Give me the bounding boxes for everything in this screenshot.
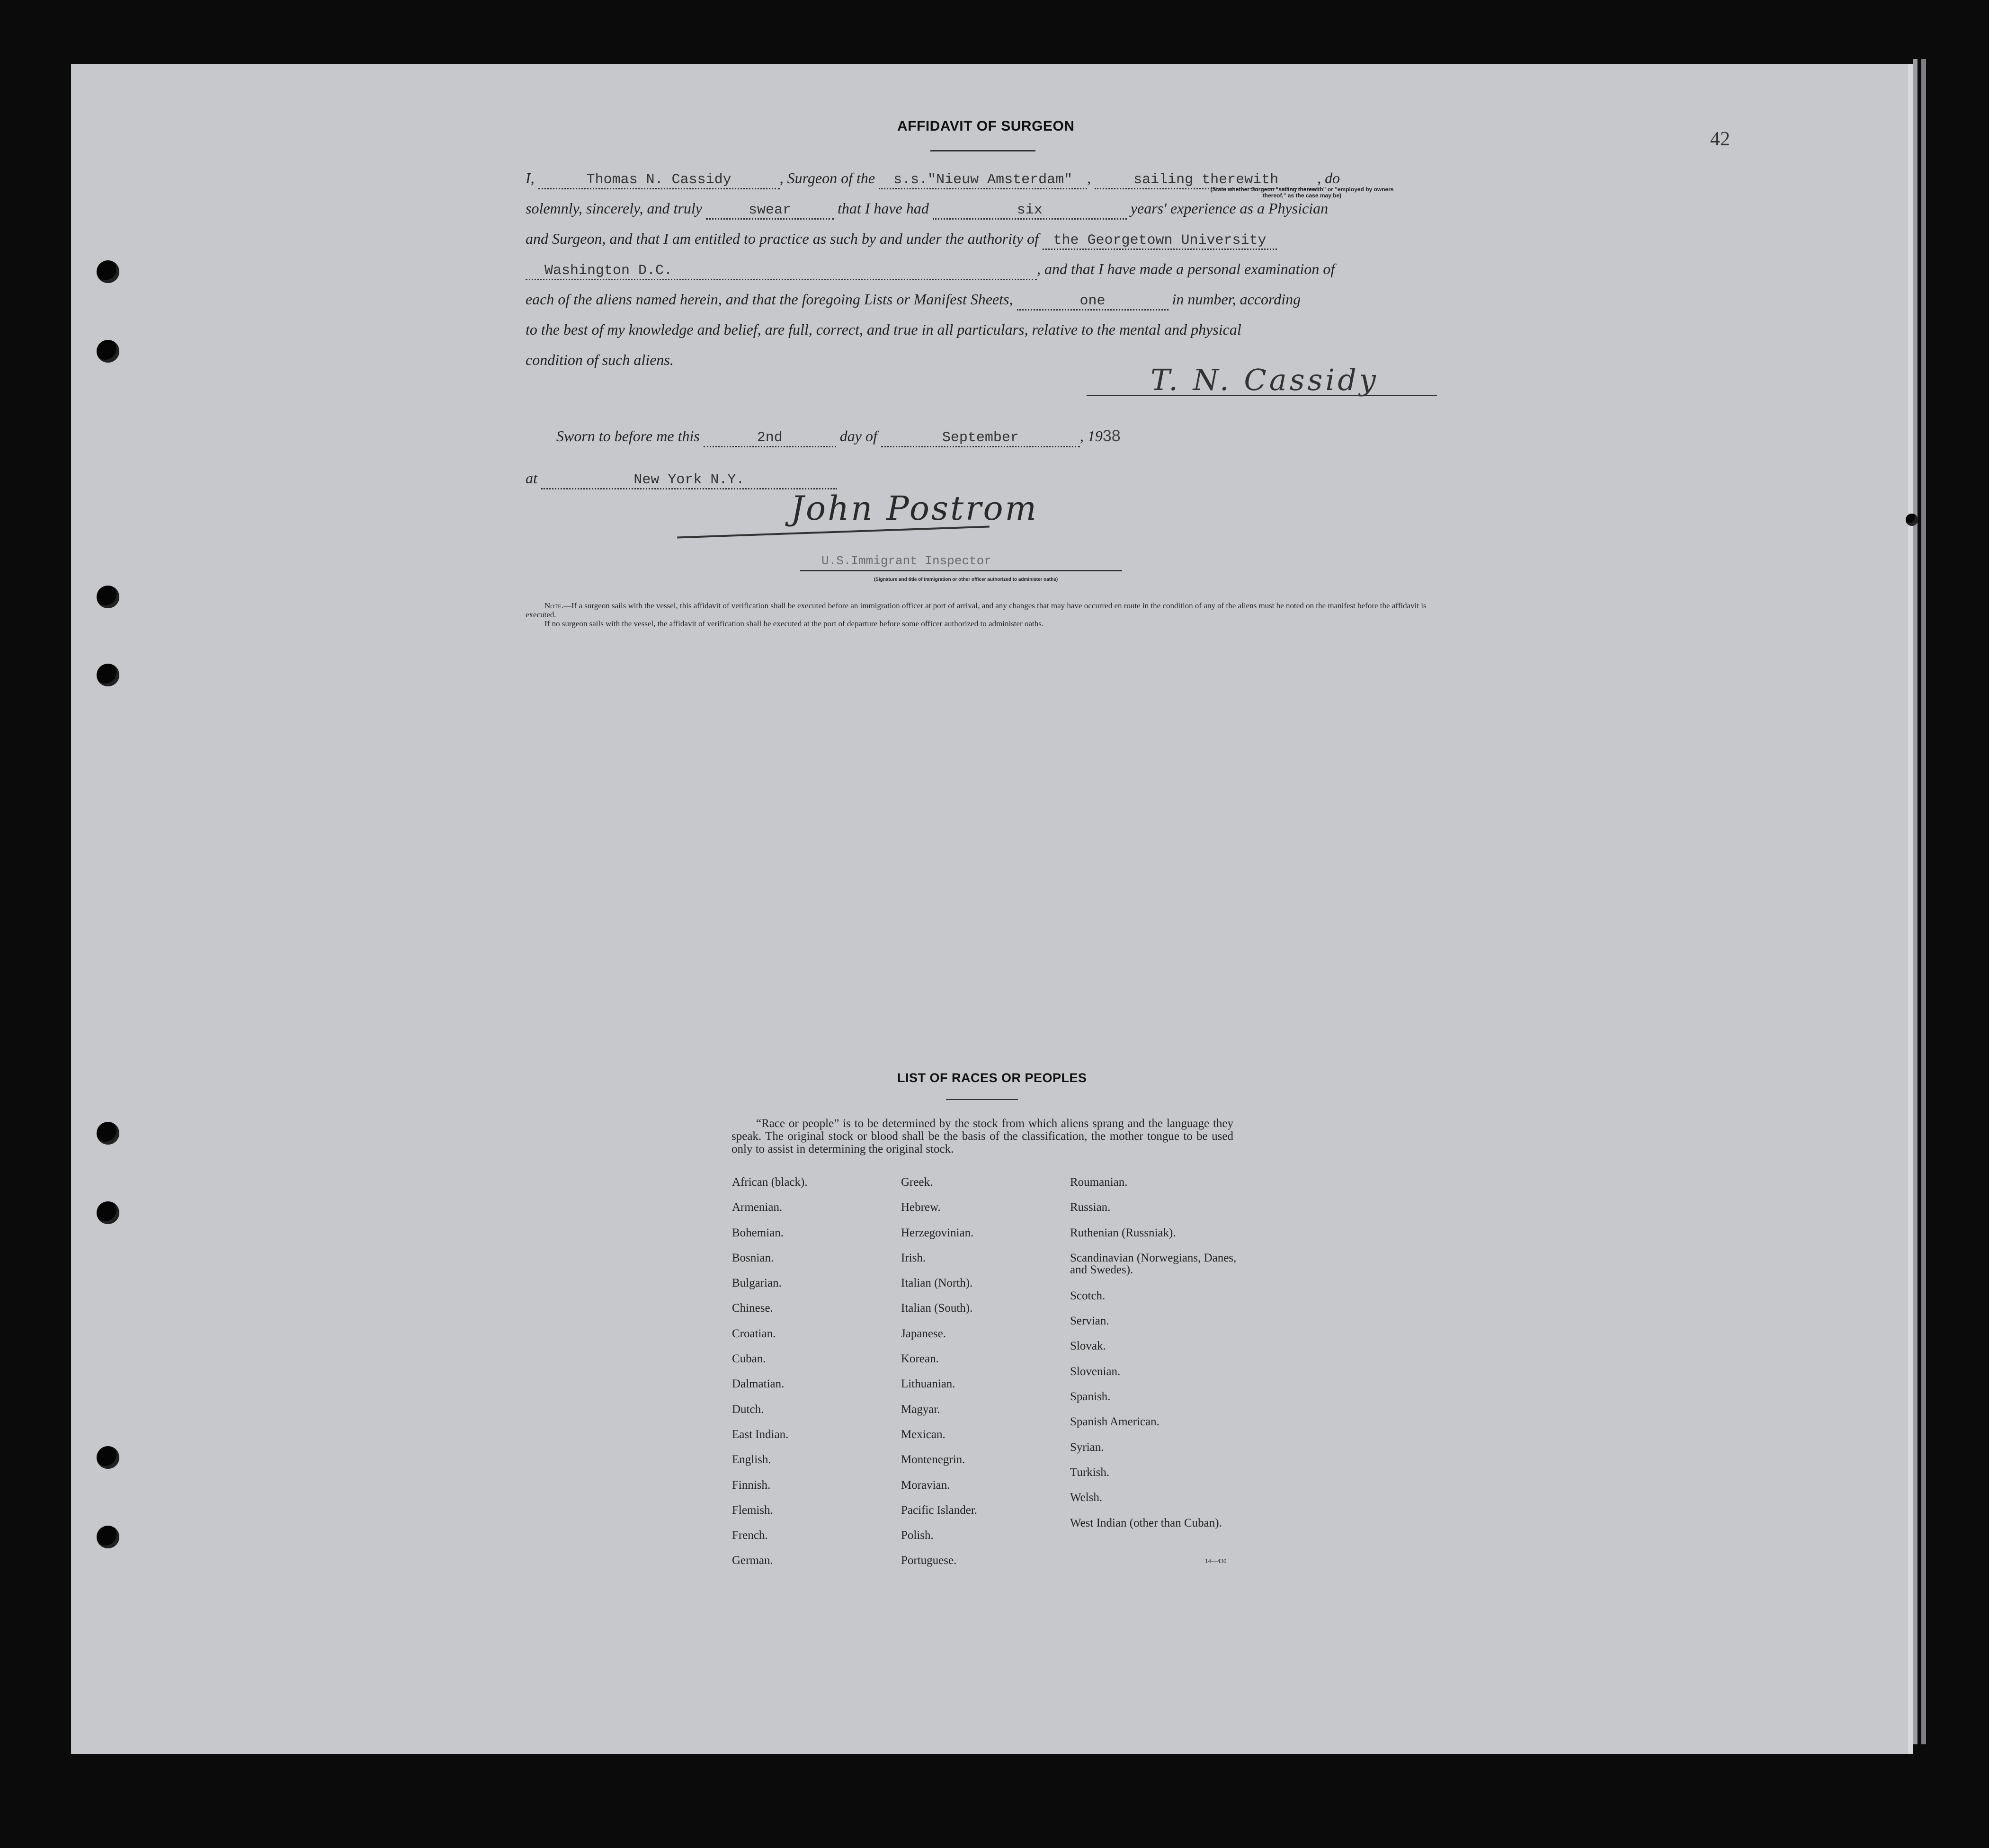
- race-item: Pacific Islander.: [901, 1503, 978, 1517]
- races-intro: “Race or people” is to be determined by the stock from which aliens sprang and the language they speak. The original stock or blood shall be the basis of the classification, the mother tongue to be used only to assist in determining the original stock.: [731, 1117, 1233, 1155]
- text-sworn: Sworn to before me this: [556, 427, 700, 444]
- page-number: 42: [1710, 128, 1730, 150]
- race-item: Polish.: [901, 1529, 934, 1542]
- year-field: 38: [1102, 427, 1121, 445]
- note-text-2: If no surgeon sails with the vessel, the affidavit of verification shall be executed at the port of departure before some officer authorized to administer oaths.: [544, 619, 1044, 628]
- race-item: Turkish.: [1070, 1466, 1110, 1479]
- race-item: German.: [732, 1554, 773, 1567]
- day-field: 2nd: [704, 430, 836, 447]
- text-day-of: day of: [839, 427, 877, 444]
- race-item: Korean.: [901, 1352, 939, 1366]
- race-item: Croatian.: [732, 1327, 776, 1340]
- text-in-number: in number, according: [1172, 291, 1301, 308]
- text-and-surgeon: and Surgeon, and that I am entitled to practice as such by and under the authority of: [526, 230, 1039, 247]
- surgeon-signature-line: [1087, 395, 1437, 396]
- race-item: Scandinavian (Norwegians, Danes, and Swedes).: [1070, 1251, 1237, 1276]
- officer-title-line: [800, 570, 1122, 571]
- race-item: Portuguese.: [901, 1554, 957, 1567]
- race-item: Russian.: [1070, 1201, 1111, 1214]
- capacity-field: sailing therewith: [1095, 172, 1317, 189]
- race-item: Moravian.: [901, 1478, 950, 1492]
- race-item: Dalmatian.: [732, 1377, 785, 1391]
- binder-hole: [97, 664, 119, 686]
- race-item: Mexican.: [901, 1428, 945, 1441]
- page-edge: [1921, 59, 1926, 1744]
- text-solemnly: solemnly, sincerely, and truly: [526, 200, 702, 217]
- binder-hole: [97, 1526, 119, 1548]
- race-item: Syrian.: [1070, 1440, 1104, 1454]
- race-item: Slovenian.: [1070, 1365, 1121, 1378]
- binder-hole: [97, 1446, 119, 1469]
- oath-field: swear: [706, 202, 834, 220]
- race-item: Spanish American.: [1070, 1415, 1160, 1429]
- note-label: Note.: [544, 601, 563, 610]
- race-item: Ruthenian (Russniak).: [1070, 1226, 1176, 1239]
- race-item: Dutch.: [732, 1403, 764, 1416]
- officer-signature: John Postrom: [791, 489, 1039, 528]
- race-item: Welsh.: [1070, 1491, 1103, 1504]
- race-item: Italian (North).: [901, 1277, 973, 1290]
- note-text-1: —If a surgeon sails with the vessel, this affidavit of verification shall be executed before an immigration officer at port of arrival, and any changes that may have occurred en route in the condition of any of the aliens must be noted on the manifest before the affidavit is executed.: [526, 601, 1427, 619]
- authority-field-2: Washington D.C.: [526, 263, 1037, 280]
- race-item: Chinese.: [732, 1302, 773, 1315]
- race-item: French.: [732, 1529, 768, 1542]
- state-note: (State whether Surgeon "sailing therewith" or "employed by owners thereof," as the case may be): [1210, 186, 1394, 199]
- race-item: Magyar.: [901, 1403, 940, 1416]
- binder-hole: [1906, 514, 1918, 526]
- race-item: Irish.: [901, 1251, 926, 1264]
- race-item: Montenegrin.: [901, 1453, 965, 1466]
- text-condition: condition of such aliens.: [526, 351, 674, 368]
- race-item: Hebrew.: [901, 1201, 941, 1214]
- affidavit-note: [526, 601, 1439, 628]
- races-title-rule: [946, 1099, 1018, 1100]
- text-years-experience: years' experience as a Physician: [1130, 200, 1329, 217]
- race-item: East Indian.: [732, 1428, 789, 1441]
- race-item: Roumanian.: [1070, 1176, 1128, 1189]
- form-number: 14—430: [1205, 1557, 1227, 1564]
- race-item: Slovak.: [1070, 1340, 1106, 1353]
- races-column-3: [1070, 1176, 1245, 1555]
- race-item: African (black).: [732, 1176, 808, 1189]
- affidavit-title: AFFIDAVIT OF SURGEON: [897, 118, 1075, 134]
- race-item: Japanese.: [901, 1327, 946, 1340]
- race-item: Finnish.: [732, 1478, 771, 1492]
- officer-title: U.S.Immigrant Inspector: [821, 554, 991, 568]
- month-field: September: [881, 430, 1080, 447]
- race-item: Flemish.: [732, 1503, 773, 1517]
- race-item: Spanish.: [1070, 1390, 1111, 1404]
- race-item: English.: [732, 1453, 771, 1466]
- binder-hole: [97, 1122, 119, 1145]
- race-item: Scotch.: [1070, 1289, 1106, 1302]
- binder-hole: [97, 260, 119, 283]
- text-that-i-have-had: that I have had: [837, 200, 929, 217]
- years-field: six: [933, 202, 1127, 220]
- surgeon-signature: T. N. Cassidy: [1151, 363, 1379, 397]
- binder-hole: [97, 1201, 119, 1224]
- place-field: New York N.Y.: [541, 472, 837, 489]
- sheets-count-field: one: [1017, 293, 1168, 311]
- race-item: Servian.: [1070, 1315, 1109, 1328]
- authority-field-1: the Georgetown University: [1043, 232, 1277, 250]
- race-item: Bohemian.: [732, 1226, 784, 1239]
- text-best-of-knowledge: to the best of my knowledge and belief, are full, correct, and true in all particulars, relative to the mental and physical: [526, 321, 1241, 338]
- race-item: Armenian.: [732, 1201, 783, 1214]
- text-surgeon-of: , Surgeon of the: [779, 169, 875, 187]
- race-item: Greek.: [901, 1176, 933, 1189]
- binder-hole: [97, 340, 119, 363]
- race-item: Italian (South).: [901, 1302, 973, 1315]
- page-edge: [1913, 59, 1918, 1744]
- text-do: , do: [1317, 169, 1340, 187]
- binder-hole: [97, 586, 119, 608]
- comma: ,: [1087, 169, 1091, 187]
- race-item: West Indian (other than Cuban).: [1070, 1516, 1222, 1529]
- text-19: , 19: [1079, 427, 1103, 444]
- affidavit-body: [526, 169, 1437, 595]
- race-item: Bulgarian.: [732, 1277, 782, 1290]
- text-at: at: [526, 470, 537, 487]
- race-item: Cuban.: [732, 1352, 766, 1366]
- races-column-2: [901, 1176, 977, 1580]
- races-title: LIST OF RACES OR PEOPLES: [897, 1071, 1087, 1085]
- race-item: Herzegovinian.: [901, 1226, 974, 1239]
- signature-caption: (Signature and title of immigration or other officer authorized to administer oaths): [874, 577, 1058, 582]
- race-item: Lithuanian.: [901, 1377, 955, 1391]
- text-i: I,: [526, 169, 535, 187]
- races-column-1: [732, 1176, 808, 1580]
- race-item: Bosnian.: [732, 1251, 774, 1264]
- title-rule: [930, 150, 1035, 151]
- text-personal-exam: , and that I have made a personal examination of: [1037, 260, 1335, 277]
- vessel-field: s.s."Nieuw Amsterdam": [879, 172, 1087, 189]
- surgeon-name-field: Thomas N. Cassidy: [538, 172, 780, 189]
- text-each-of-aliens: each of the aliens named herein, and that the foregoing Lists or Manifest Sheets,: [526, 291, 1013, 308]
